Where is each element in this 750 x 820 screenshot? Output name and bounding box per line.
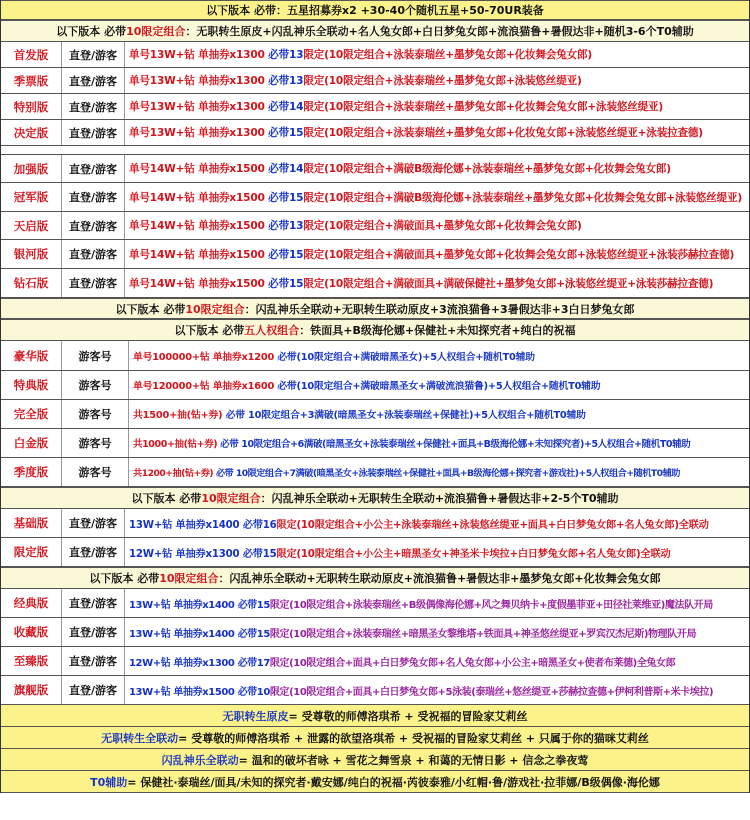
version-name: 冠军版 <box>13 190 49 204</box>
version-row <box>1 212 749 240</box>
version-name: 加强版 <box>13 161 49 176</box>
version-row <box>1 458 749 487</box>
version-name: 特典版 <box>13 378 49 392</box>
version-desc: 共1000+抽(钻+券) 必带 10限定组合+6满破(暗黑圣女+泳装泰瑞丝+保健社+面具+B级海伦娜+未知探究者)+5人权组合+随机T0辅助 <box>133 439 691 450</box>
account-type: 游客号 <box>61 341 129 370</box>
version-desc: 12W+钻 单抽券x1300 必带15限定(10限定组合+小公主+暗黑圣女+神圣米卡埃拉+白日梦兔女郎+名人兔女郎)全联动 <box>129 548 671 560</box>
legend-row: T0辅助 = 保健社·泰瑞丝/面具/未知的探究者·戴安娜/纯白的祝福·芮彼泰雅/小红帽·鲁/游戏社·拉菲娜/B级偶像·海伦娜 <box>1 771 749 793</box>
version-name: 首发版 <box>13 47 49 62</box>
version-desc: 13W+钻 单抽券x1400 必带15限定(10限定组合+泳装泰瑞丝+B级偶像海伦娜+风之舞贝纳卡+度假墨菲亚+田径社莱维亚)魔法队开局 <box>129 599 713 611</box>
version-row <box>1 155 749 183</box>
legend-row: 无职转生全联动 = 受尊敬的师傅洛琪希 + 泄露的欲望洛琪希 + 受祝福的冒险家艾莉丝 + 只属于你的猫咪艾莉丝 <box>1 727 749 749</box>
version-name: 季度版 <box>13 465 49 479</box>
account-type: 游客号 <box>61 429 129 457</box>
account-type: 直登/游客 <box>61 212 125 239</box>
legend-row: 无职转生原皮 = 受尊敬的师傅洛琪希 + 受祝福的冒险家艾莉丝 <box>1 705 749 727</box>
version-row <box>1 429 749 458</box>
version-desc: 单号13W+钻 单抽券x1300 必带14限定(10限定组合+泳装泰瑞丝+墨梦兔女郎+化妆舞会兔女郎+泳装悠丝缇亚) <box>129 101 664 113</box>
version-desc: 单号14W+钻 单抽券x1500 必带13限定(10限定组合+满破面具+墨梦兔女郎+化妆舞会兔女郎) <box>129 220 582 232</box>
version-row <box>1 120 749 146</box>
version-desc: 13W+钻 单抽券x1400 必带15限定(10限定组合+泳装泰瑞丝+暗黑圣女黎维塔+铁面具+神圣悠丝缇亚+罗宾汉杰尼斯)物理队开局 <box>129 628 697 640</box>
version-desc: 13W+钻 单抽券x1500 必带10限定(10限定组合+面具+白日梦兔女郎+5泳装(泰瑞丝+悠丝缇亚+莎赫拉查德+伊柯利普斯+米卡埃拉) <box>129 686 714 698</box>
version-desc: 13W+钻 单抽券x1400 必带16限定(10限定组合+小公主+泳装泰瑞丝+泳装悠丝缇亚+面具+白日梦兔女郎+名人兔女郎)全联动 <box>129 519 709 531</box>
section-header: 以下版本 必带 10限定组合 ：无职转生原皮+闪乱神乐全联动+名人兔女郎+白日梦兔女郎+流浪猫鲁+暑假达非+随机3-6个T0辅助 <box>1 20 749 42</box>
account-type: 直登/游客 <box>61 676 125 704</box>
version-row <box>1 538 749 567</box>
account-type: 直登/游客 <box>61 647 125 675</box>
version-name: 银河版 <box>13 247 49 261</box>
legend-row: 闪乱神乐全联动 = 温和的破坏者咏 + 雪花之舞雪泉 + 和蔼的无情日影 + 信念之拳夜莺 <box>1 749 749 771</box>
account-type: 直登/游客 <box>61 42 125 67</box>
account-type: 游客号 <box>61 400 129 428</box>
version-row <box>1 371 749 400</box>
version-name: 经典版 <box>13 596 49 610</box>
account-type: 直登/游客 <box>61 509 125 537</box>
version-row <box>1 341 749 371</box>
version-name: 完全版 <box>13 407 49 421</box>
version-row <box>1 240 749 269</box>
version-row <box>1 183 749 212</box>
account-type: 直登/游客 <box>61 538 125 566</box>
version-desc: 12W+钻 单抽券x1300 必带17限定(10限定组合+面具+白日梦兔女郎+名人兔女郎+小公主+暗黑圣女+使者布莱德)全兔女郎 <box>129 657 676 669</box>
version-desc: 单号13W+钻 单抽券x1300 必带13限定(10限定组合+泳装泰瑞丝+墨梦兔女郎+化妆舞会兔女郎) <box>129 49 593 61</box>
version-desc: 单号100000+钻 单抽券x1200 必带(10限定组合+满破暗黑圣女)+5人权组合+随机T0辅助 <box>133 351 535 363</box>
version-row <box>1 509 749 538</box>
version-desc: 单号14W+钻 单抽券x1500 必带15限定(10限定组合+满破面具+墨梦兔女郎+化妆舞会兔女郎+泳装悠丝缇亚+泳装莎赫拉查德) <box>129 248 735 261</box>
version-name: 限定版 <box>13 545 49 559</box>
version-name: 决定版 <box>13 125 49 140</box>
account-type: 直登/游客 <box>61 94 125 119</box>
version-desc: 单号14W+钻 单抽券x1500 必带15限定(10限定组合+满破B级海伦娜+泳装泰瑞丝+墨梦兔女郎+化妆舞会兔女郎+泳装悠丝缇亚) <box>129 191 742 204</box>
account-type: 直登/游客 <box>61 120 125 145</box>
account-type: 游客号 <box>61 458 129 486</box>
version-name: 天启版 <box>13 218 49 233</box>
version-row <box>1 68 749 94</box>
version-name: 季票版 <box>13 73 49 88</box>
version-desc: 共1200+抽(钻+券) 必带 10限定组合+7满破(暗黑圣女+泳装泰瑞丝+保健社+面具+B级海伦娜+探究者+游戏社)+5人权组合+随机T0辅助 <box>133 468 680 479</box>
account-type: 直登/游客 <box>61 155 125 182</box>
version-row <box>1 589 749 618</box>
version-desc: 共1500+抽(钻+券) 必带 10限定组合+3满破(暗黑圣女+泳装泰瑞丝+保健社)+5人权组合+随机T0辅助 <box>133 410 586 421</box>
version-row <box>1 269 749 298</box>
version-row <box>1 400 749 429</box>
account-type: 直登/游客 <box>61 240 125 268</box>
version-name: 收藏版 <box>13 625 49 639</box>
section-header: 以下版本 必带 10限定组合 ：闪乱神乐全联动+无职转生联动原皮+流浪猫鲁+暑假达非+墨梦兔女郎+化妆舞会兔女郎 <box>1 567 749 589</box>
top-title: 以下版本 必带：五星招募券x2 +30-40个随机五星+50-70UR装备 <box>1 0 749 20</box>
account-type: 直登/游客 <box>61 618 125 646</box>
account-type: 直登/游客 <box>61 68 125 93</box>
version-name: 特别版 <box>13 99 49 114</box>
version-desc: 单号13W+钻 单抽券x1300 必带13限定(10限定组合+泳装泰瑞丝+墨梦兔女郎+泳装悠丝缇亚) <box>129 75 582 87</box>
divider <box>1 146 749 155</box>
version-name: 旗舰版 <box>13 683 49 697</box>
version-row <box>1 676 749 705</box>
version-name: 至臻版 <box>13 654 49 668</box>
section-header: 以下版本 必带 五人权组合 ：铁面具+B级海伦娜+保健社+未知探究者+纯白的祝福 <box>1 319 749 341</box>
account-type: 游客号 <box>61 371 129 399</box>
version-desc: 单号14W+钻 单抽券x1500 必带14限定(10限定组合+满破B级海伦娜+泳装泰瑞丝+墨梦兔女郎+化妆舞会兔女郎) <box>129 163 671 175</box>
version-row <box>1 647 749 676</box>
version-name: 基础版 <box>13 516 49 530</box>
section-header: 以下版本 必带 10限定组合 ：闪乱神乐全联动+无职转生全联动+流浪猫鲁+暑假达非+2-5个T0辅助 <box>1 487 749 509</box>
version-name: 豪华版 <box>13 348 49 363</box>
account-type: 直登/游客 <box>61 183 125 211</box>
version-desc: 单号13W+钻 单抽券x1300 必带15限定(10限定组合+泳装泰瑞丝+墨梦兔女郎+化妆兔女郎+泳装悠丝缇亚+泳装拉查德) <box>129 127 703 139</box>
section-header: 以下版本 必带 10限定组合 ：闪乱神乐全联动+无职转生联动原皮+3流浪猫鲁+3暑假达非+3白日梦兔女郎 <box>1 298 749 319</box>
account-type: 直登/游客 <box>61 589 125 617</box>
version-row <box>1 618 749 647</box>
version-desc: 单号14W+钻 单抽券x1500 必带15限定(10限定组合+满破面具+满破保健社+墨梦兔女郎+泳装悠丝缇亚+泳装莎赫拉查德) <box>129 277 714 290</box>
version-name: 白金版 <box>13 436 49 450</box>
version-name: 钻石版 <box>13 276 49 290</box>
version-desc: 单号120000+钻 单抽券x1600 必带(10限定组合+满破暗黑圣女+满破流浪猫鲁)+5人权组合+随机T0辅助 <box>133 381 601 392</box>
version-row <box>1 42 749 68</box>
account-type: 直登/游客 <box>61 269 125 297</box>
version-row <box>1 94 749 120</box>
